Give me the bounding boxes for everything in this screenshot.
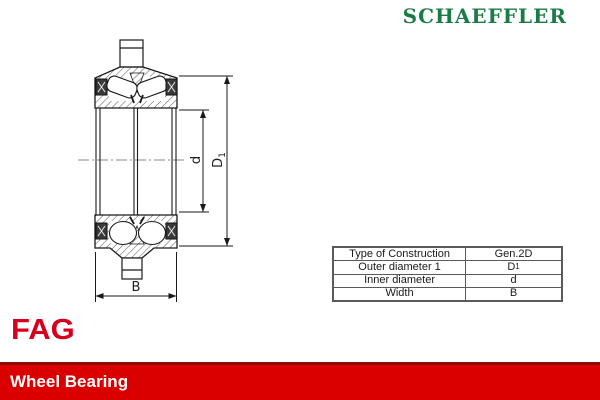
schaeffler-logo: SCHAEFFLER bbox=[402, 4, 567, 28]
outer-ring-upper bbox=[95, 67, 177, 108]
dim-label-d1-main: D bbox=[211, 157, 226, 168]
seal-upper-left bbox=[96, 79, 107, 95]
table-row bbox=[334, 261, 561, 274]
spec-table bbox=[332, 246, 563, 302]
footer-bar bbox=[0, 362, 600, 400]
spec-value-text: Gen.2D bbox=[494, 247, 533, 260]
dim-label-d: d bbox=[189, 155, 204, 165]
spec-value-outer-diameter: D 1 bbox=[507, 260, 520, 273]
seal-lower-left bbox=[96, 223, 107, 239]
spec-value-type bbox=[466, 248, 561, 260]
spec-value-inner-diameter bbox=[466, 275, 561, 287]
product-title: Wheel Bearing bbox=[10, 372, 129, 391]
seal-lower-right bbox=[166, 223, 177, 239]
spec-label-inner-diameter: Inner diameter bbox=[334, 275, 466, 287]
dim-label-d1-sub: 1 bbox=[218, 152, 228, 158]
top-shaft-stub bbox=[120, 40, 143, 67]
table-row bbox=[334, 275, 561, 288]
outer-ring-lower bbox=[95, 215, 177, 258]
spec-label-width: Width bbox=[334, 288, 466, 300]
bore-section bbox=[96, 108, 176, 215]
spec-value-text: d bbox=[510, 274, 517, 287]
seal-upper-right bbox=[166, 79, 177, 95]
spec-value-text: B bbox=[509, 287, 518, 300]
dim-label-d1 bbox=[211, 152, 228, 168]
table-row bbox=[334, 288, 561, 300]
ball-left bbox=[110, 222, 137, 245]
fag-logo: FAG bbox=[11, 313, 75, 346]
ball-right bbox=[139, 222, 166, 245]
bearing-diagram bbox=[0, 0, 260, 330]
table-row bbox=[334, 248, 561, 261]
bottom-shaft-stub bbox=[122, 258, 142, 279]
spec-label-outer-diameter: Outer diameter 1 bbox=[334, 261, 466, 273]
spec-value-width bbox=[466, 288, 561, 300]
spec-value-text: D bbox=[507, 260, 516, 273]
dim-label-b: B bbox=[131, 280, 141, 295]
spec-label-type: Type of Construction bbox=[334, 248, 466, 260]
